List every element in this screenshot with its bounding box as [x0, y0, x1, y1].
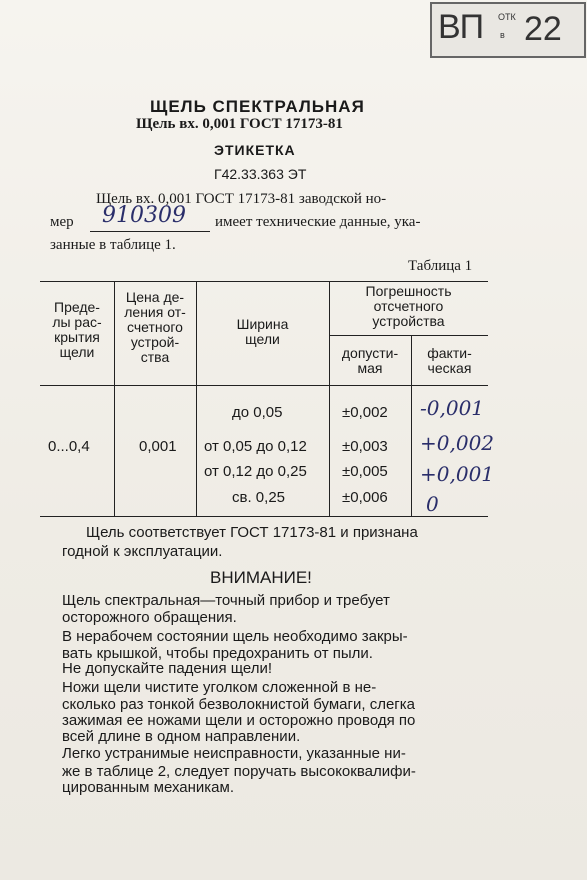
col-header-error: Погрешность отсчетного устройства: [365, 283, 452, 329]
table-bottom-rule: [40, 516, 488, 517]
notice-line: Щель спектральная—точный прибор и требует: [62, 592, 390, 609]
width-row-3: от 0,12 до 0,25: [204, 463, 307, 480]
notice-line: сколько раз тонкой безволокнистой бумаги, слегка: [62, 696, 415, 713]
conformity-line-1: Щель соответствует ГОСТ 17173-81 и признана: [86, 524, 418, 541]
notice-line: Ножи щели чистите уголком сложенной в не-: [62, 679, 377, 696]
range-value: 0...0,4: [48, 438, 90, 455]
allowed-row-1: ±0,002: [342, 404, 388, 421]
col-header-width: Ширина щели: [236, 316, 289, 347]
col-header-limits: Преде- лы рас- крытия щели: [52, 299, 102, 360]
col-header-allowed: допусти- мая: [341, 345, 399, 376]
notice-line: В нерабочем состоянии щель необходимо закры-: [62, 628, 408, 645]
actual-row-3: +0,001: [420, 462, 495, 486]
notice-line: Не допускайте падения щели!: [62, 660, 273, 677]
width-row-2: от 0,05 до 0,12: [204, 438, 307, 455]
stamp-sub: в: [500, 30, 505, 40]
notice-line: осторожного обращения.: [62, 609, 237, 626]
actual-row-4: 0: [426, 492, 439, 516]
intro-line-2-start: мер: [50, 214, 74, 230]
inspection-stamp: [430, 2, 586, 58]
doc-code: Г42.33.363 ЭТ: [214, 166, 307, 182]
allowed-row-3: ±0,005: [342, 463, 388, 480]
division-value: 0,001: [139, 438, 177, 455]
conformity-line-2: годной к эксплуатации.: [62, 543, 223, 560]
doc-subtitle: Щель вх. 0,001 ГОСТ 17173-81: [136, 116, 343, 132]
serial-number: 910309: [102, 203, 186, 228]
actual-row-1: -0,001: [420, 396, 485, 420]
allowed-row-4: ±0,006: [342, 489, 388, 506]
table-caption: Таблица 1: [408, 258, 473, 274]
stamp-mark: ВП: [438, 8, 484, 46]
notice-line: цированным механикам.: [62, 779, 235, 796]
col-header-actual: факти- ческая: [427, 345, 472, 376]
table-top-rule: [40, 281, 488, 282]
intro-line-1: Щель вх. 0,001 ГОСТ 17173-81 заводской но-: [96, 191, 387, 207]
actual-row-2: +0,002: [420, 431, 495, 455]
table-head-rule: [40, 385, 488, 386]
intro-line-2-end: имеет технические данные, ука-: [215, 214, 421, 230]
notice-line: всей длине в одном направлении.: [62, 728, 301, 745]
intro-line-3: занные в таблице 1.: [50, 237, 176, 253]
stamp-dept: ОТК: [498, 12, 516, 22]
doc-label: ЭТИКЕТКА: [214, 142, 296, 158]
table-sub-rule: [329, 335, 488, 336]
col-header-division: Цена де- ления от- счетного устрой- ства: [124, 289, 186, 365]
allowed-row-2: ±0,003: [342, 438, 388, 455]
stamp-number: 22: [524, 10, 562, 48]
width-row-1: до 0,05: [232, 404, 283, 421]
serial-underline: [90, 231, 210, 232]
notice-line: Легко устранимые неисправности, указанные ни-: [62, 745, 406, 762]
notice-line: же в таблице 2, следует поручать высококвалифи-: [62, 763, 416, 780]
doc-title: ЩЕЛЬ СПЕКТРАЛЬНАЯ: [150, 97, 365, 116]
notice-line: вать крышкой, чтобы предохранить от пыли.: [62, 645, 373, 662]
attention-heading: ВНИМАНИЕ!: [210, 568, 312, 587]
width-row-4: св. 0,25: [232, 489, 285, 506]
notice-line: зажимая ее ножами щели и осторожно проводя по: [62, 712, 416, 729]
